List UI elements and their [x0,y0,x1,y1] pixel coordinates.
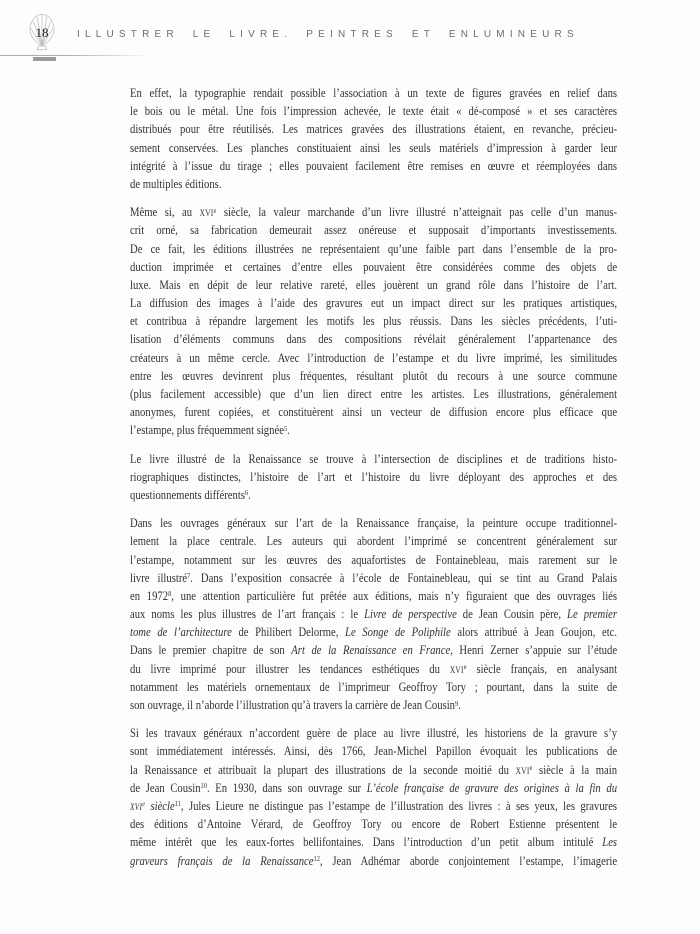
text-run: et contribua à répandre largement les motifs les plus réussis. Dans les siècles précédents, l’uti- [130,313,618,329]
text-run: La diffusion des images à l’aide des gravures eut un impact direct sur les pratiques artistiques, [130,295,618,311]
text-run: de Philibert Delorme, [231,624,346,640]
text-line [130,175,617,193]
text-line [130,421,617,439]
header-rule [0,55,150,56]
text-line [130,468,617,486]
text-run: notamment les matériels ornementaux de l’imprimeur Geoffroy Tory ; pourtant, dans la suite de [130,678,618,694]
text-run: intégrité à l’issue du tirage ; elles pouvaient facilement être remises en œuvre et réemployées dans [130,157,618,173]
text-run: Le Songe de Poliphile [345,624,451,640]
page-number: 18 [35,25,49,40]
page-number-ornament [26,11,58,52]
text-line [130,797,617,815]
text-run: Les [602,834,618,850]
text-run: même intérêt que les eaux-fortes bellifontaines. Dans l’introduction d’un petit album intitulé [130,834,603,850]
text-run: xvi [199,204,214,220]
text-line [130,742,617,760]
text-run: des éditions d’Antoine Vérard, de Geoffroy Tory ou encore de Robert Estienne présentent le [130,816,618,832]
text-run: sont immédiatement intéressés. Ainsi, dès 1766, Jean-Michel Papillon évoquait les publications de [130,743,618,759]
text-run: l’estampe, plus fréquemment signée [130,422,284,438]
text-run: , une attention particulière fut prêtée aux éditions, mais n’y figuraient que des ouvrages liés [171,587,618,603]
paragraph [130,724,617,870]
text-line [130,815,617,833]
paragraph [130,514,617,714]
text-run: siècle français, en analysant [466,660,618,676]
text-line [130,605,617,623]
text-line [130,450,617,468]
text-line [130,385,617,403]
text-line [130,724,617,742]
footnote-reference: e [213,205,217,215]
text-run: xvi [515,761,530,777]
text-run: , Jules Lieure ne distingue pas l’estampe de l’illustration des livres : à ses yeux, les gravures [180,797,618,813]
text-line [130,623,617,641]
page-body [130,84,617,880]
text-line [130,312,617,330]
text-run: tome de l’architecture [130,624,232,640]
text-line [130,221,617,239]
text-line [130,486,617,504]
text-run: lement la place centrale. Les auteurs qui abordent l’imprimé se concentrent généralement sur [130,533,618,549]
text-run: duction imprimée et certaines d’entre elles pouvaient être considérées comme des objets de [130,258,618,274]
text-run: créateurs à un même cercle. Avec l’introduction de l’estampe et du livre imprimé, les similitudes [130,349,618,365]
text-run: distribués pour être réutilisés. Les matrices gravées des illustrations étaient, en revanche, précieu- [130,121,618,137]
text-run: de Jean Cousin père, [456,606,568,622]
footnote-reference: 8 [168,589,172,599]
text-line [130,240,617,258]
text-run: le bois ou le métal. Une fois l’impression achevée, le texte était « dé-composé » et ses caractères [130,103,618,119]
text-run: . [458,697,461,712]
text-run: Livre de perspective [364,606,457,622]
text-run: de Jean Cousin [130,779,201,795]
text-line [130,833,617,851]
text-line [130,349,617,367]
text-run: siècle, la valeur marchande d’un livre illustré n’atteignait pas celle d’un manus- [216,204,618,220]
text-run: crit orné, sa fabrication demeurait assez onéreuse et supposait d’importants investissements. [130,222,618,238]
text-line [130,587,617,605]
text-run: luxe. Mais en dépit de leur relative rareté, elles jouèrent un grand rôle dans l’histoire de l’art. [130,276,618,292]
text-line [130,102,617,120]
text-line [130,403,617,421]
footnote-reference: 12 [313,854,320,863]
text-run: questionnements différents [130,486,245,502]
text-line [130,569,617,587]
text-line [130,139,617,157]
text-run: Le livre illustré de la Renaissance se trouve à l’intersection de disciplines et de traditions histo- [130,450,618,466]
text-run: Le premier [567,606,618,622]
text-run: aux noms les plus illustres de l’art français : le [130,606,365,622]
text-run: Art de la Renaissance en France [291,642,451,658]
text-line [130,696,617,714]
text-run: , Jean Adhémar aborde conjointement l’estampe, l’imagerie [319,852,618,868]
text-run: siècle [145,797,175,813]
text-run: Même si, au [130,204,200,220]
text-run: alors attribué à Jean Goujon, etc. [450,624,618,640]
text-line [130,551,617,569]
text-line [130,678,617,696]
text-run: xvi [130,797,143,813]
paragraph [130,203,617,439]
text-line [130,852,617,870]
text-run: En effet, la typographie rendait possible l’association à un texte de figures gravées en relief dans [130,85,618,100]
text-run: Si les travaux généraux n’accordent guère de place au livre illustré, les historiens de la gravure s’y [130,725,618,741]
text-run: en 1972 [130,587,169,603]
footnote-reference: e [463,662,467,672]
text-run: de multiples éditions. [130,175,222,191]
text-run: du livre imprimé pour illustrer les tendances esthétiques du [130,660,450,676]
text-run: , Henri Zerner s’appuie sur l’étude [450,642,618,658]
text-run: Dans le premier chapitre de son [130,642,292,658]
text-line [130,761,617,779]
header-accent-bar [33,57,56,61]
footnote-reference: e [529,763,533,773]
footnote-reference: 10 [200,781,207,791]
footnote-reference: e [142,799,146,809]
text-line [130,779,617,797]
text-line [130,367,617,385]
text-run: xvi [449,660,464,676]
text-run: entre les œuvres devinrent plus fréquentes, résultant plutôt du recours à une source commune [130,367,618,383]
text-line [130,84,617,102]
text-run: graveurs français de la Renaissance [130,852,314,868]
text-run: . [287,422,290,438]
text-run: la Renaissance et attribuait la plupart des illustrations de la seconde moitié du [130,761,516,777]
text-run: sement conservées. Les planches constituaient ainsi les seuls matériels d’impression à garder leur [130,139,618,155]
footnote-reference: 7 [187,571,191,581]
text-line [130,514,617,532]
text-run: son ouvrage, il n’aborde l’illustration qu’à travers la carrière de Jean Cousin [130,697,456,712]
text-run: . En 1930, dans son ouvrage sur [206,779,367,795]
text-line [130,641,617,659]
text-line [130,120,617,138]
text-line [130,258,617,276]
text-run: . [248,486,251,502]
text-line [130,276,617,294]
text-run: Dans les ouvrages généraux sur l’art de la Renaissance française, la peinture occupe traditionnel- [130,515,618,531]
text-run: L’école française de gravure des origines à la fin du [366,779,618,795]
footnote-reference: 11 [174,799,181,809]
running-title: ILLUSTRER LE LIVRE. PEINTRES ET ENLUMINEURS [77,29,579,40]
paragraph [130,84,617,193]
text-run: riographiques distinctes, l’histoire de l’art et l’histoire du livre déployant des approches et des [130,468,618,484]
footnote-reference: 5 [283,423,288,433]
text-run: lisation d’éléments communs dans des compositions révélait généralement l’appartenance des [130,331,618,347]
text-line [130,203,617,221]
text-line [130,294,617,312]
footnote-reference: 9 [455,698,459,708]
text-line [130,660,617,678]
text-line [130,157,617,175]
text-run: anonymes, furent copiées, et constituèrent ainsi un vecteur de diffusion encore plus efficace que [130,404,618,420]
text-run: De ce fait, les éditions illustrées ne représentaient qu’une faible part dans l’ensemble de la pro- [130,240,618,256]
paragraph [130,450,617,505]
text-line [130,330,617,348]
text-line [130,532,617,550]
text-run: (plus facilement accessible) que d’un lien direct entre les artistes. Les illustrations, généralement [130,386,618,401]
text-run: livre illustré [130,569,188,585]
text-run: l’estampe, notamment sur les œuvres des aquafortistes de Fontainebleau, mais rarement sur le [130,551,618,567]
text-run: siècle à la main [532,761,618,777]
footnote-reference: 6 [244,488,249,498]
text-run: . Dans l’exposition consacrée à l’école de Fontainebleau, qui se tint au Grand Palais [190,569,618,585]
